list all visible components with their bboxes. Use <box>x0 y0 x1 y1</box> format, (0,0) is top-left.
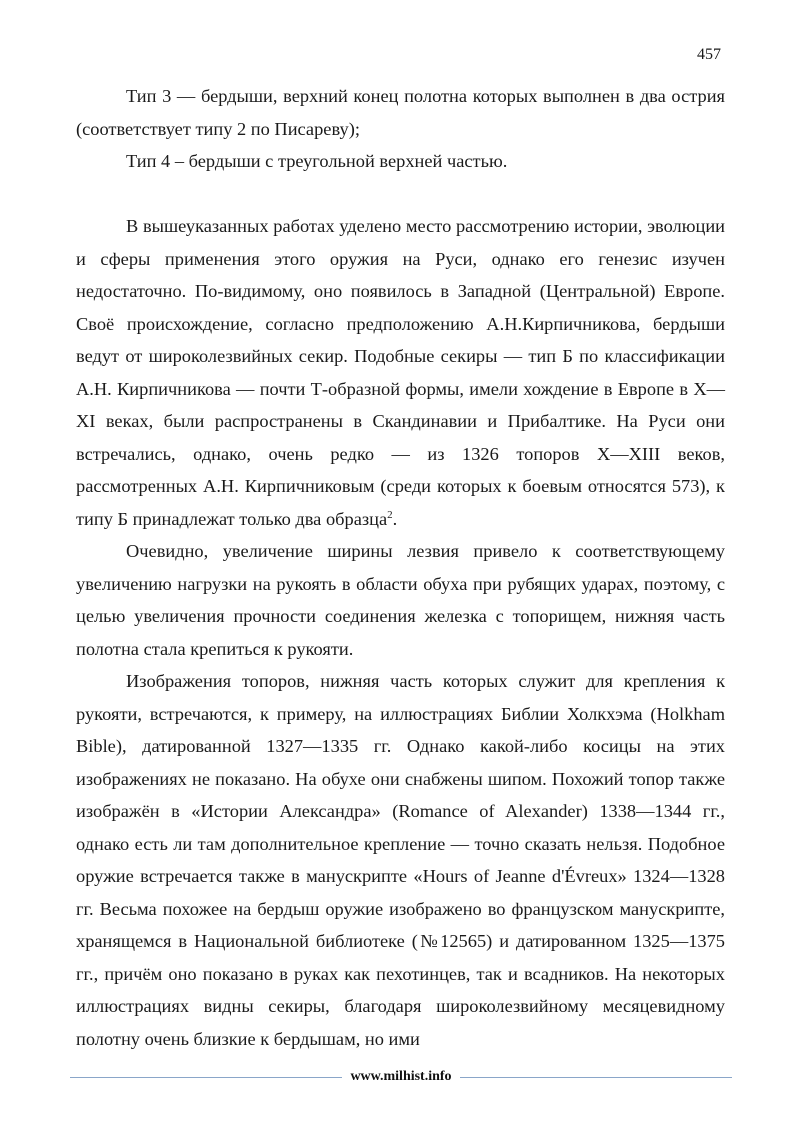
footer-rule-right <box>460 1077 732 1078</box>
page-number: 457 <box>697 46 721 63</box>
paragraph-type-4: Тип 4 – бердыши с треугольной верхней частью. <box>126 151 508 171</box>
footer-url[interactable]: www.milhist.info <box>350 1069 452 1084</box>
paragraph-genesis-text: В вышеуказанных работах уделено место рассмотрению истории, эволюции и сферы применения этого оружия на Руси, однако его генезис изучен недостаточно. По-видимому, оно появилось в Западной (Центральной) Европе. Своё происхождение, согласно предположению А.Н.Кирпичникова, бердыши ведут от широколезвийных секир. Подобные секиры — тип Б по классификации А.Н. Кирпичникова — почти Т-образной формы, имели хождение в Европе в X—XI веках, были распространены в Скандинавии и Прибалтике. На Руси они встречались, однако, очень редко — из 1326 топоров X—XIII веков, рассмотренных А.Н. Кирпичниковым (среди которых к боевым относятся 573), к типу Б принадлежат только два образца <box>76 216 725 529</box>
paragraph-genesis <box>76 210 725 535</box>
footnote-reference[interactable]: 2 <box>387 508 393 521</box>
main-text <box>76 210 725 1055</box>
paragraph-blade-width: Очевидно, увеличение ширины лезвия привело к соответствующему увеличению нагрузки на рукоять в области обуха при рубящих ударах, поэтому, с целью увеличения прочности соединения железка с топорищем, нижняя часть полотна стала крепиться к рукояти. <box>76 541 725 659</box>
paragraph-type-3: Тип 3 — бердыши, верхний конец полотна которых выполнен в два острия (соответствует типу 2 по Писареву); <box>76 86 725 139</box>
paragraph-genesis-end: . <box>392 508 398 529</box>
footer-rule-left <box>70 1077 342 1078</box>
type-list <box>76 80 725 178</box>
paragraph-illustrations: Изображения топоров, нижняя часть которых служит для крепления к рукояти, встречаются, к примеру, на иллюстрациях Библии Холкхэма (Holkham Bible), датированной 1327—1335 гг. Однако какой-либо косицы на этих изображениях не показано. На обухе они снабжены шипом. Похожий топор также изображён в «Истории Александра» (Romance of Alexander) 1338—1344 гг., однако есть ли там дополнительное крепление — точно сказать нельзя. Подобное оружие встречается также в манускрипте «Hours of Jeanne d'Évreux» 1324—1328 гг. Весьма похожее на бердыш оружие изображено во французском манускрипте, хранящемся в Национальной библиотеке (№12565) и датированном 1325—1375 гг., причём оно показано в руках как пехотинцев, так и всадников. На некоторых иллюстрациях видны секиры, благодаря широколезвийному месяцевидному полотну очень близкие к бердышам, но ими <box>76 671 725 1049</box>
page-footer <box>70 1069 732 1085</box>
